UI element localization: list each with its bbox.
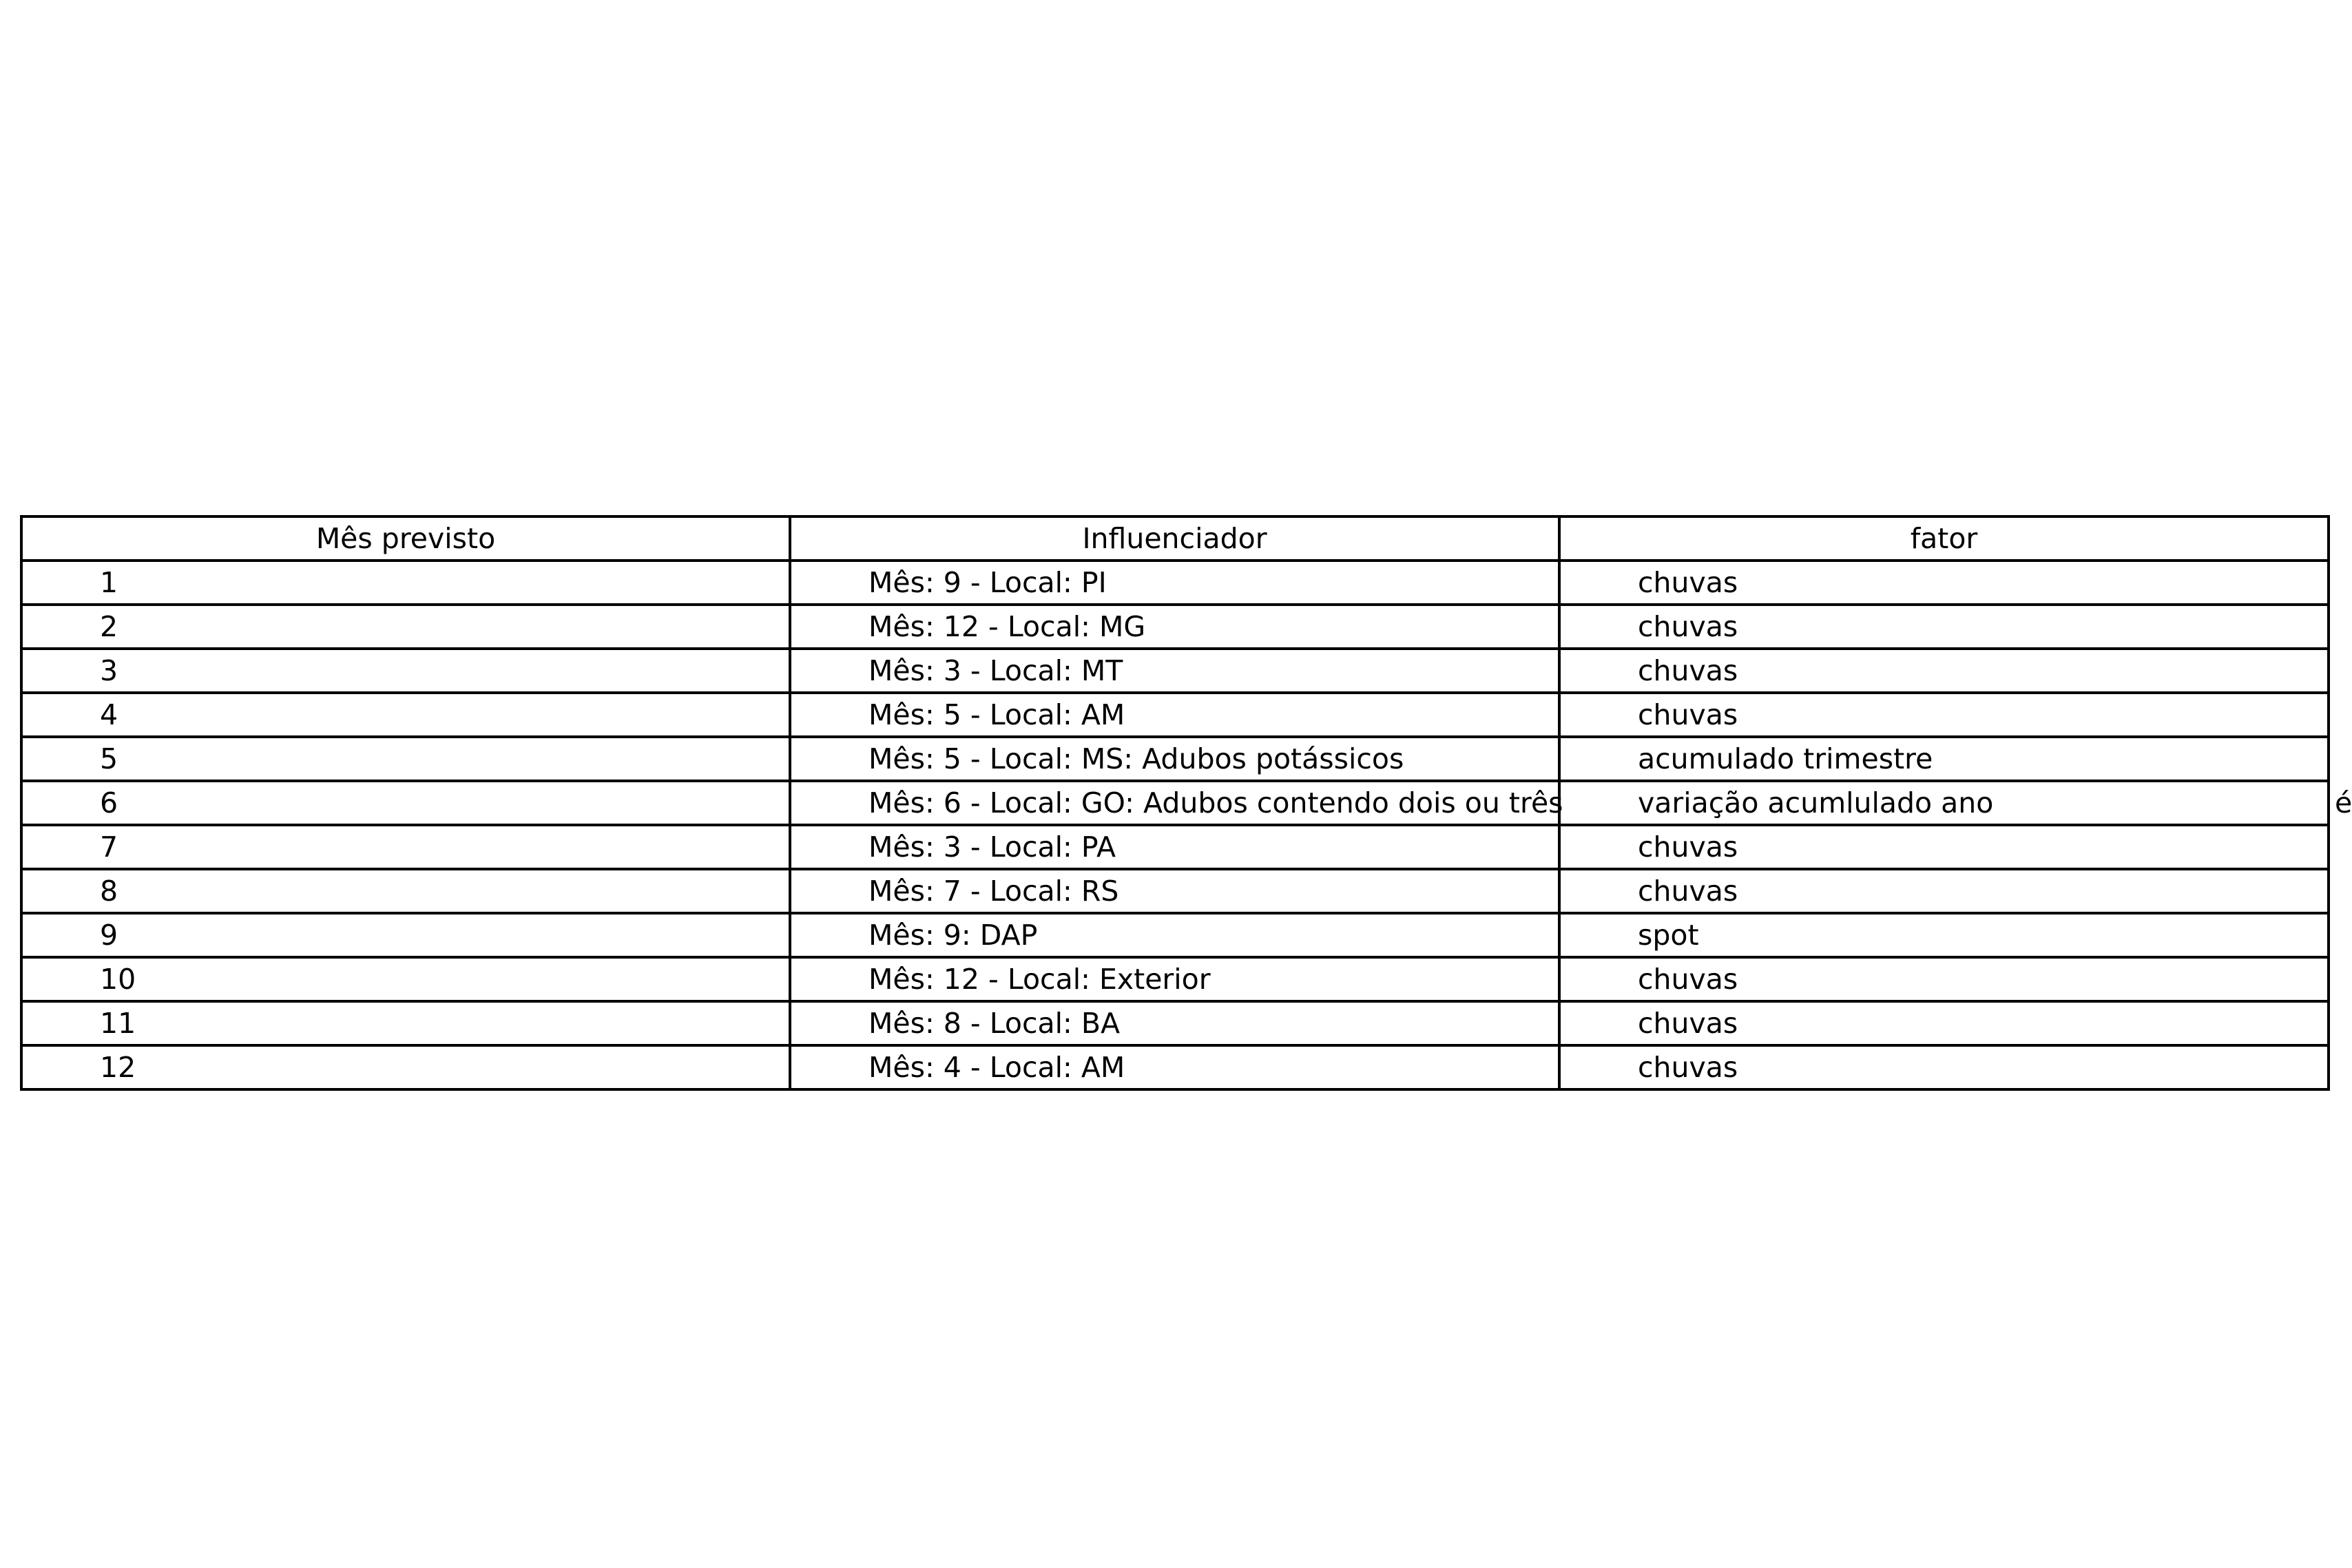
- cell-fator: [1559, 869, 2329, 913]
- cell-influenciador: [790, 605, 1559, 649]
- cell-fator-text: variação acumlulado ano: [1638, 786, 1994, 819]
- table-row: [21, 1045, 2329, 1089]
- cell-mes-previsto: [21, 869, 790, 913]
- cell-mes-previsto: [21, 737, 790, 781]
- cell-influenciador: [790, 913, 1559, 957]
- cell-influenciador: [790, 957, 1559, 1001]
- cell-fator: [1559, 825, 2329, 869]
- cell-mes-previsto-text: 3: [100, 654, 118, 687]
- cell-influenciador-text: Mês: 8 - Local: BA: [868, 1007, 1121, 1040]
- cell-mes-previsto: [21, 1045, 790, 1089]
- cell-influenciador-text: Mês: 5 - Local: MS: Adubos potássicos: [868, 742, 1404, 775]
- table-body: [21, 561, 2329, 1089]
- column-header-fator: [1559, 516, 2329, 561]
- cell-mes-previsto: [21, 561, 790, 605]
- cell-mes-previsto-text: 9: [100, 919, 118, 952]
- column-header-label: fator: [1910, 522, 1978, 555]
- cell-mes-previsto: [21, 693, 790, 737]
- cell-influenciador: [790, 649, 1559, 693]
- table-row: [21, 737, 2329, 781]
- cell-fator: [1559, 781, 2329, 825]
- table-row: [21, 869, 2329, 913]
- cell-influenciador: [790, 737, 1559, 781]
- cell-mes-previsto: [21, 1001, 790, 1045]
- cell-mes-previsto-text: 11: [100, 1007, 136, 1040]
- table-row: [21, 1001, 2329, 1045]
- cell-fator: [1559, 957, 2329, 1001]
- cell-influenciador-text: Mês: 7 - Local: RS: [868, 875, 1119, 908]
- cell-fator-text: acumulado trimestre: [1638, 742, 1933, 775]
- cell-fator-text: chuvas: [1638, 1051, 1738, 1084]
- table-row: [21, 957, 2329, 1001]
- cell-fator-text: chuvas: [1638, 963, 1738, 996]
- cell-influenciador-text: Mês: 5 - Local: AM: [868, 698, 1125, 731]
- cell-fator: [1559, 561, 2329, 605]
- cell-fator: [1559, 913, 2329, 957]
- cell-mes-previsto-text: 5: [100, 742, 118, 775]
- cell-influenciador: [790, 693, 1559, 737]
- cell-fator-text: chuvas: [1638, 654, 1738, 687]
- table-row: [21, 649, 2329, 693]
- table-row: [21, 605, 2329, 649]
- cell-mes-previsto-text: 1: [100, 566, 118, 599]
- cell-influenciador-text: Mês: 12 - Local: Exterior: [868, 963, 1211, 996]
- data-table: [20, 515, 2330, 1091]
- cell-mes-previsto: [21, 957, 790, 1001]
- cell-fator: [1559, 1045, 2329, 1089]
- cell-influenciador: [790, 1045, 1559, 1089]
- cell-mes-previsto: [21, 825, 790, 869]
- overflow-text-fragment: é: [2335, 786, 2352, 819]
- cell-mes-previsto-text: 2: [100, 610, 118, 643]
- cell-influenciador: [790, 869, 1559, 913]
- cell-influenciador: [790, 781, 1563, 825]
- cell-fator-text: chuvas: [1638, 1007, 1738, 1040]
- cell-fator: [1559, 737, 2329, 781]
- column-header-label: Influenciador: [1082, 522, 1267, 555]
- column-header-mes-previsto: [21, 516, 790, 561]
- cell-fator-text: chuvas: [1638, 875, 1738, 908]
- cell-influenciador-text: Mês: 3 - Local: MT: [868, 654, 1123, 687]
- cell-influenciador-text: Mês: 4 - Local: AM: [868, 1051, 1125, 1084]
- cell-influenciador-text: Mês: 6 - Local: GO: Adubos contendo dois ou três: [868, 786, 1563, 819]
- cell-fator-text: chuvas: [1638, 830, 1738, 864]
- cell-influenciador: [790, 561, 1559, 605]
- cell-fator-text: chuvas: [1638, 698, 1738, 731]
- cell-mes-previsto-text: 10: [100, 963, 136, 996]
- cell-influenciador: [790, 825, 1559, 869]
- cell-mes-previsto-text: 4: [100, 698, 118, 731]
- cell-fator: [1559, 1001, 2329, 1045]
- cell-fator: [1559, 605, 2329, 649]
- cell-mes-previsto: [21, 605, 790, 649]
- cell-fator: [1559, 693, 2329, 737]
- cell-mes-previsto: [21, 649, 790, 693]
- column-header-influenciador: [790, 516, 1559, 561]
- cell-influenciador-text: Mês: 9: DAP: [868, 919, 1038, 952]
- cell-mes-previsto: [21, 781, 790, 825]
- cell-mes-previsto-text: 8: [100, 875, 118, 908]
- cell-fator-text: chuvas: [1638, 566, 1738, 599]
- column-header-label: Mês previsto: [315, 522, 496, 555]
- cell-influenciador-text: Mês: 9 - Local: PI: [868, 566, 1107, 599]
- cell-fator-text: spot: [1638, 919, 1699, 952]
- cell-mes-previsto-text: 6: [100, 786, 118, 819]
- table-row: [21, 693, 2329, 737]
- table-header-row: [21, 516, 2329, 561]
- cell-influenciador-text: Mês: 12 - Local: MG: [868, 610, 1146, 643]
- cell-mes-previsto: [21, 913, 790, 957]
- cell-mes-previsto-text: 7: [100, 830, 118, 864]
- cell-fator-text: chuvas: [1638, 610, 1738, 643]
- cell-influenciador: [790, 1001, 1559, 1045]
- table-row: [21, 913, 2329, 957]
- cell-mes-previsto-text: 12: [100, 1051, 136, 1084]
- cell-fator: [1559, 649, 2329, 693]
- table-row: [21, 825, 2329, 869]
- cell-influenciador-text: Mês: 3 - Local: PA: [868, 830, 1116, 864]
- table-row: [21, 781, 2329, 825]
- table-row: [21, 561, 2329, 605]
